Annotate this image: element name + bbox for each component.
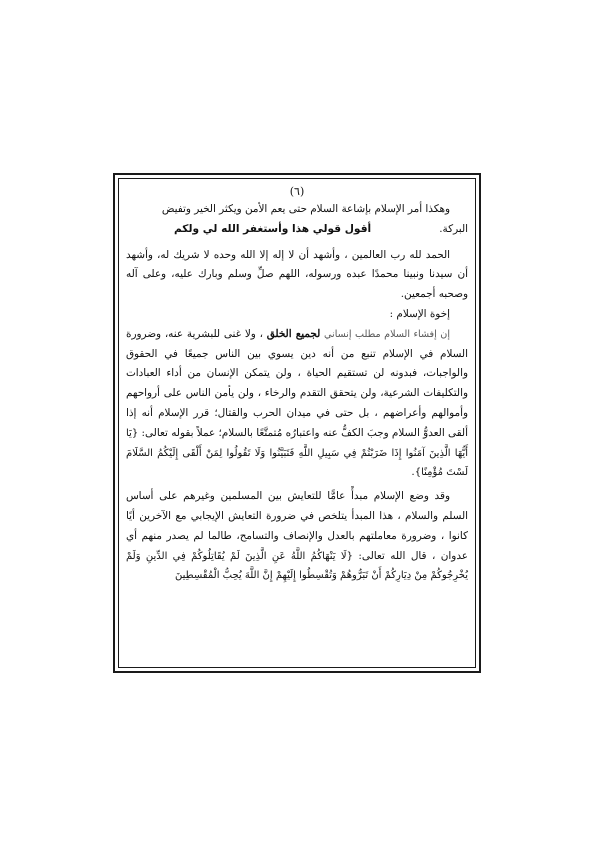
paragraph-3-end: .	[411, 466, 415, 479]
closing-heading: أقول قولي هذا وأستغفر الله لي ولكم	[174, 222, 372, 235]
paragraph-3-spaced: إن إفشاء السلام مطلب إنساني	[324, 328, 450, 340]
paragraph-3-rest: ، ولا غنى للبشرية عنه، وضرورة السلام في الإسلام تنبع من أنه دين يسوي بين الناس جميعًا في الحقوق والواجبات، فبدونه لن تستقيم الحياة ، ولن يتمكن الإنسان من أداء العبادات والتكليفات الشرعية، ولن يتحقق التقدم والرخاء ، ولن يأمن الناس على أرواحهم وأموالهم وأعراضهم ، بل حتى في ميدان الحرب والقتال؛ قرر الإسلام أنه إذا ألقى العدوُّ السلام وجبَ الكفُّ عنه واعتبارُه مُتمتَّعًا بالسلام؛ عملاً بقوله تعالى:	[126, 327, 468, 439]
paragraph-1-line-2	[126, 220, 468, 240]
quran-verse-1: {يَا أَيُّهَا الَّذِينَ آمَنُوا إِذَا ضَرَبْتُمْ فِي سَبِيلِ اللَّهِ فَتَبَيَّنُوا وَلَا تَقُولُوا لِمَنْ أَلْقَى إِلَيْكُمُ السَّلَامَ لَسْتَ مُؤْمِنًا}	[126, 427, 468, 479]
paragraph-4-text: وقد وضع الإسلام مبدأً عامًّا للتعايش بين المسلمين وغيرهم على أساس السلم والسلام ، هذا المبدأ يتلخص في ضرورة التعايش الإيجابي مع الآخرين أيًا كانوا ، وضرورة معاملتهم بالعدل والإنصاف والتسامح، طالما لم يصدر منهم أي عدوان ، قال الله تعالى:	[126, 490, 468, 562]
paragraph-1-line-1: وهكذا أمر الإسلام بإشاعة السلام حتى يعم الأمن ويكثر الخير وتفيض	[161, 203, 450, 215]
paragraph-3	[126, 325, 468, 483]
sermon-text	[126, 183, 468, 586]
paragraph-3-bold: لجميع الخلق	[266, 327, 321, 340]
paragraph-4	[126, 487, 468, 586]
address-line: إخوة الإسلام :	[389, 307, 450, 320]
quran-verse-2: {لَا يَنْهَاكُمُ اللَّهُ عَنِ الَّذِينَ لَمْ يُقَاتِلُوكُمْ فِي الدِّينِ وَلَمْ يُخْرِجُوكُمْ مِنْ دِيَارِكُمْ أَنْ تَبَرُّوهُمْ وَتُقْسِطُوا إِلَيْهِمْ إِنَّ اللَّهَ يُحِبُّ الْمُقْسِطِينَ	[126, 550, 468, 582]
paragraph-1-end: البركة.	[439, 222, 468, 235]
page-number: (٦)	[289, 185, 305, 198]
paragraph-2: الحمد لله رب العالمين ، وأشهد أن لا إله إلا الله وحده لا شريك له، وأشهد أن سيدنا ونبينا محمدًا عبده ورسوله، اللهم صلِّ وسلم وبارك عليه، وعلى آله وصحبه أجمعين.	[126, 248, 468, 301]
